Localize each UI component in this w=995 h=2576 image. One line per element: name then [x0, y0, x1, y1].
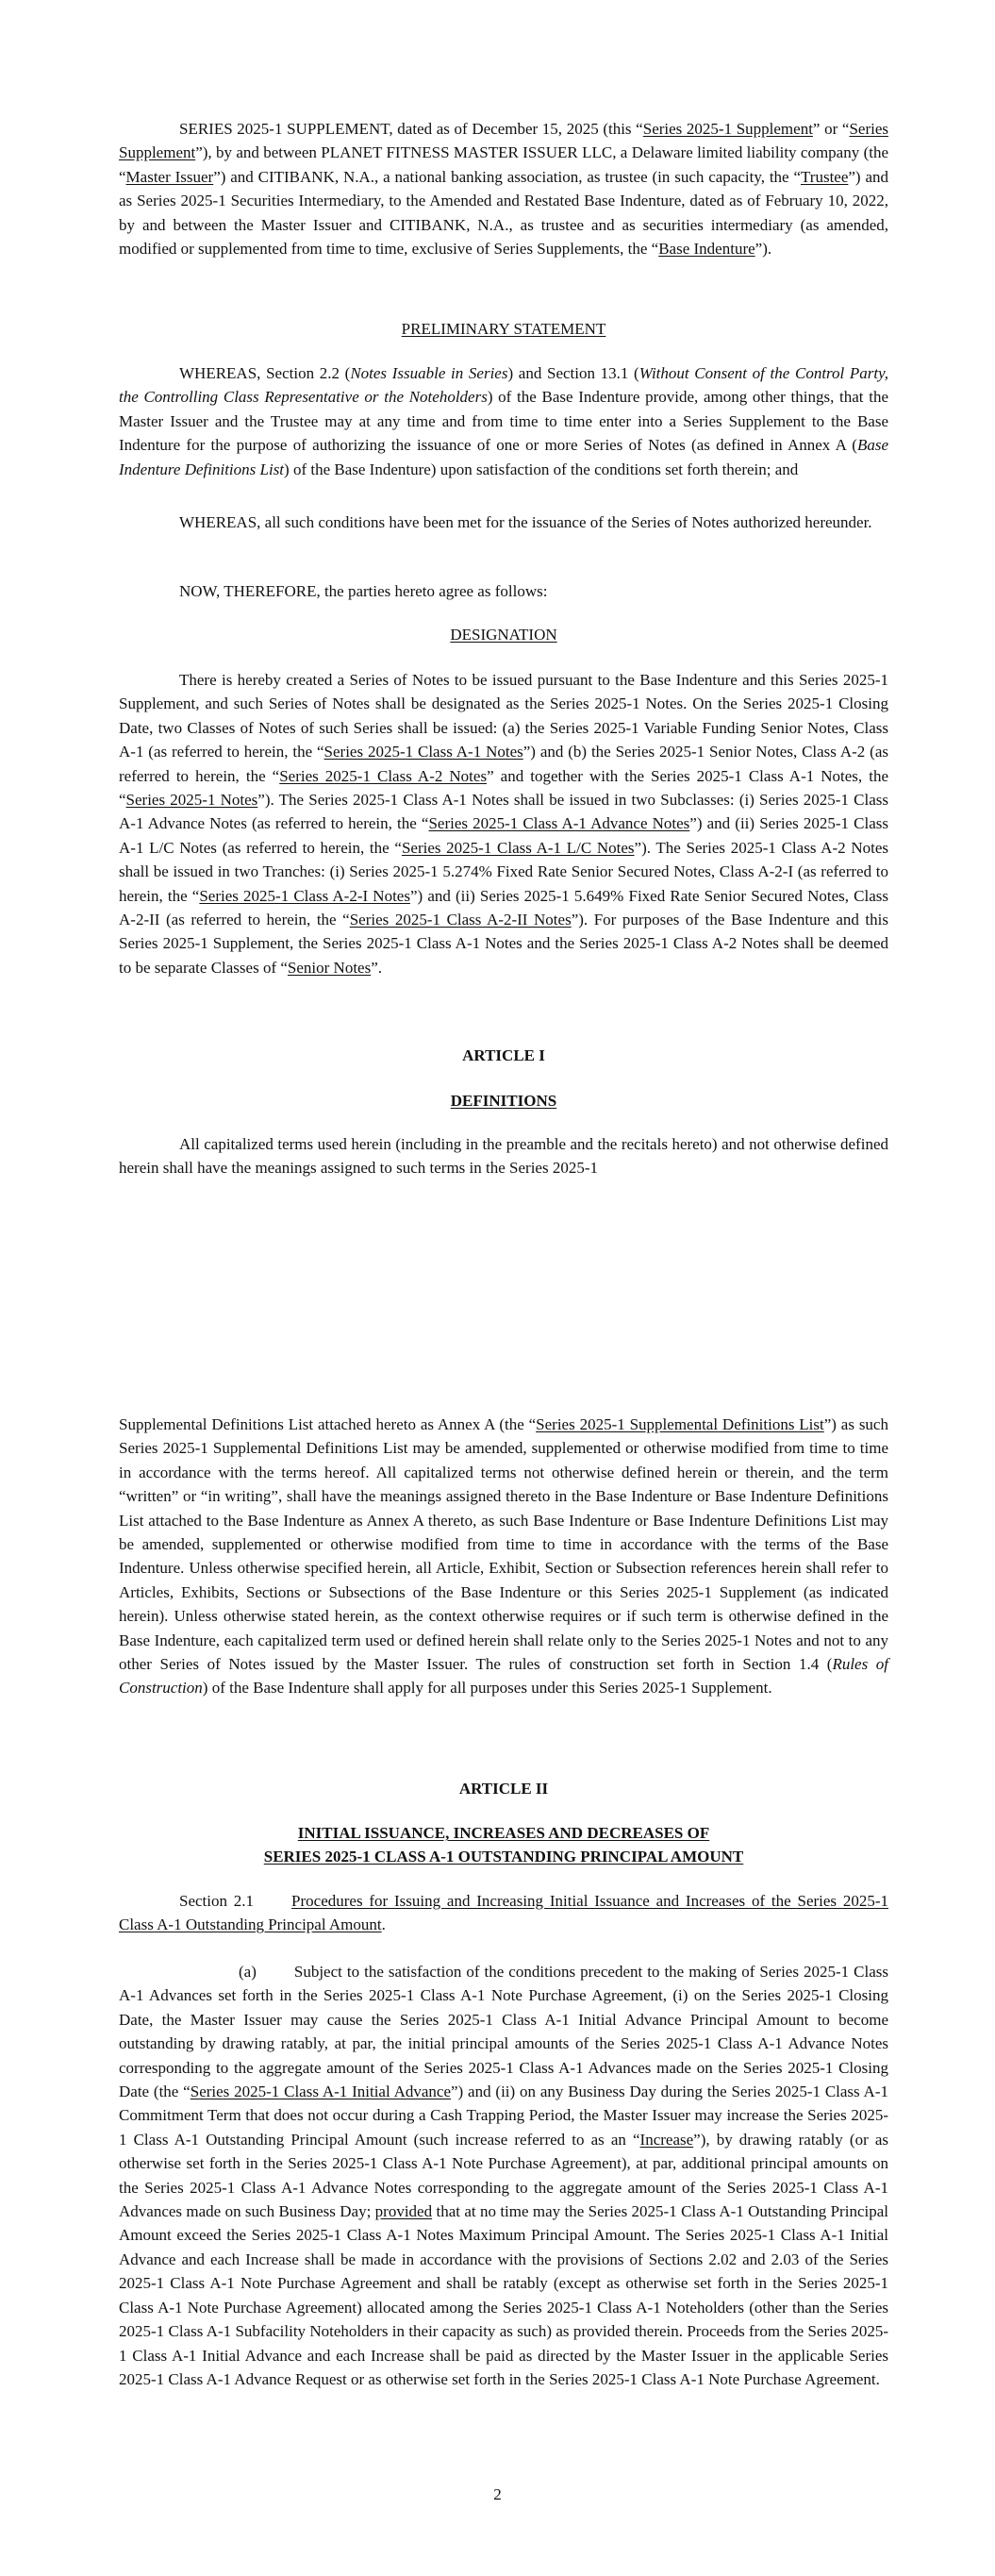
section-title: Procedures for Issuing and Increasing Initial Issuance and Increases of the Series 2025-1 Class A-1 Outstanding Principal Amount [119, 1892, 888, 1934]
section-number: Section 2.1 [179, 1892, 255, 1910]
now-therefore-paragraph: NOW, THEREFORE, the parties hereto agree as follows: [179, 582, 548, 600]
article-2-number: ARTICLE II [458, 1780, 549, 1798]
intro-paragraph: SERIES 2025-1 SUPPLEMENT, dated as of December 15, 2025 (this “Series 2025-1 Supplement” or “Series Supplement”), by and between PLANET FITNESS MASTER ISSUER LLC, a Delaware limited liability company (the “Master Issuer”) and CITIBANK, N.A., a national banking association, as trustee (in such capacity, the “Trustee”) and as Series 2025-1 Securities Intermediary, to the Amended and Restated Base Indenture, dated as of February 10, 2022, by and between the Master Issuer and CITIBANK, N.A., as trustee and as securities intermediary (as amended, modified or supplemented from time to time, exclusive of Series Supplements, the “Base Indenture”). [119, 120, 888, 259]
defined-term: Series 2025-1 Class A-1 L/C Notes [401, 838, 635, 857]
defined-term: Series 2025-1 Supplement [642, 120, 813, 138]
defined-term: Series Supplement [119, 120, 888, 162]
preliminary-statement-heading: PRELIMINARY STATEMENT [401, 320, 606, 338]
defined-term: Increase [639, 2130, 694, 2149]
definitions-intro-paragraph: All capitalized terms used herein (including in the preamble and the recitals hereto) and not otherwise defined herein shall have the meanings assigned to such terms in the Series 2025-1 [119, 1135, 888, 1178]
defined-term: Series 2025-1 Class A-2-I Notes [199, 886, 410, 905]
defined-term: Trustee [801, 167, 849, 186]
designation-heading: DESIGNATION [450, 626, 557, 644]
defined-term: Senior Notes [287, 958, 372, 977]
paragraph-2-1-a: (a) Subject to the satisfaction of the conditions precedent to the making of Series 2025-1 Class A-1 Advances set forth in the Series 2025-1 Class A-1 Note Purchase Agreement, (i) on the Series 2025-1 Closing Date, the Master Issuer may cause the Series 2025-1 Class A-1 Initial Advance Principal Amount to become outstanding by drawing ratably, at par, the initial principal amounts of the Series 2025-1 Class A-1 Advance Notes corresponding to the aggregate amount of the Series 2025-1 Class A-1 Advances made on the Series 2025-1 Closing Date (the “Series 2025-1 Class A-1 Initial Advance”) and (ii) on any Business Day during the Series 2025-1 Class A-1 Commitment Term that does not occur during a Cash Trapping Period, the Master Issuer may increase the Series 2025-1 Class A-1 Outstanding Principal Amount (such increase referred to as an “Increase”), by drawing ratably (or as otherwise set forth in the Series 2025-1 Class A-1 Note Purchase Agreement), at par, additional principal amounts on the Series 2025-1 Class A-1 Advance Notes corresponding to the aggregate amount of the Series 2025-1 Class A-1 Advances made on such Business Day; provided that at no time may the Series 2025-1 Class A-1 Outstanding Principal Amount exceed the Series 2025-1 Class A-1 Notes Maximum Principal Amount. The Series 2025-1 Class A-1 Initial Advance and each Increase shall be made in accordance with the provisions of Sections 2.02 and 2.03 of the Series 2025-1 Class A-1 Note Purchase Agreement and shall be ratably (except as otherwise set forth in the Series 2025-1 Class A-1 Note Purchase Agreement) allocated among the Series 2025-1 Class A-1 Noteholders (other than the Series 2025-1 Class A-1 Subfacility Noteholders in their capacity as such) as provided therein. Proceeds from the Series 2025-1 Class A-1 Initial Advance and each Increase shall be paid as directed by the Master Issuer in the applicable Series 2025-1 Class A-1 Advance Request or as otherwise set forth in the Series 2025-1 Class A-1 Note Purchase Agreement. [119, 1963, 888, 2388]
defined-term: Series 2025-1 Class A-2 Notes [279, 766, 488, 785]
defined-term: Master Issuer [125, 167, 214, 186]
defined-term: Series 2025-1 Notes [125, 791, 258, 810]
designation-paragraph: There is hereby created a Series of Notes to be issued pursuant to the Base Indenture and this Series 2025-1 Supplement, and such Series of Notes shall be designated as the Series 2025-1 Notes. On the Series 2025-1 Closing Date, two Classes of Notes of such Series shall be issued: (a) the Series 2025-1 Variable Funding Senior Notes, Class A-1 (as referred to herein, the “Series 2025-1 Class A-1 Notes”) and (b) the Series 2025-1 Senior Notes, Class A-2 (as referred to herein, the “Series 2025-1 Class A-2 Notes” and together with the Series 2025-1 Class A-1 Notes, the “Series 2025-1 Notes”). The Series 2025-1 Class A-1 Notes shall be issued in two Subclasses: (i) Series 2025-1 Class A-1 Advance Notes (as referred to herein, the “Series 2025-1 Class A-1 Advance Notes”) and (ii) Series 2025-1 Class A-1 L/C Notes (as referred to herein, the “Series 2025-1 Class A-1 L/C Notes”). The Series 2025-1 Class A-2 Notes shall be issued in two Tranches: (i) Series 2025-1 5.274% Fixed Rate Senior Secured Notes, Class A-2-I (as referred to herein, the “Series 2025-1 Class A-2-I Notes”) and (ii) Series 2025-1 5.649% Fixed Rate Senior Secured Notes, Class A-2-II (as referred to herein, the “Series 2025-1 Class A-2-II Notes”). For purposes of the Base Indenture and this Series 2025-1 Supplement, the Series 2025-1 Class A-1 Notes and the Series 2025-1 Class A-2 Notes shall be deemed to be separate Classes of “Senior Notes”. [119, 671, 888, 977]
whereas-paragraph-1: WHEREAS, Section 2.2 (Notes Issuable in Series) and Section 13.1 (Without Consent of the Control Party, the Controlling Class Representative or the Noteholders) of the Base Indenture provide, among other things, that the Master Issuer and the Trustee may at any time and from time to time enter into a Series Supplement to the Base Indenture for the purpose of authorizing the issuance of one or more Series of Notes (as defined in Annex A (Base Indenture Definitions List) of the Base Indenture) upon satisfaction of the conditions set forth therein; and [119, 364, 888, 478]
definitions-continued-paragraph: Supplemental Definitions List attached hereto as Annex A (the “Series 2025-1 Supplemental Definitions List”) as such Series 2025-1 Supplemental Definitions List may be amended, supplemented or otherwise modified from time to time in accordance with the terms hereof. All capitalized terms not otherwise defined herein or therein, and the term “written” or “in writing”, shall have the meanings assigned thereto in the Base Indenture or Base Indenture Definitions List attached to the Base Indenture as Annex A thereto, as such Base Indenture or Base Indenture Definitions List may be amended, supplemented or otherwise modified from time to time in accordance with the terms of the Base Indenture. Unless otherwise specified herein, all Article, Exhibit, Section or Subsection references herein shall refer to Articles, Exhibits, Sections or Subsections of the Base Indenture or this Series 2025-1 Supplement (as indicated herein). Unless otherwise stated herein, as the context otherwise requires or if such term is otherwise defined in the Base Indenture, each capitalized term used or defined herein shall relate only to the Series 2025-1 Notes and not to any other Series of Notes issued by the Master Issuer. The rules of construction set forth in Section 1.4 (Rules of Construction) of the Base Indenture shall apply for all purposes under this Series 2025-1 Supplement. [119, 1415, 889, 1698]
article-2-title-line-1: INITIAL ISSUANCE, INCREASES AND DECREASES OF [297, 1824, 710, 1842]
article-2-title-line-2: SERIES 2025-1 CLASS A-1 OUTSTANDING PRINCIPAL AMOUNT [263, 1848, 744, 1865]
paragraph-label: (a) [239, 1963, 257, 1981]
whereas-paragraph-2: WHEREAS, all such conditions have been met for the issuance of the Series of Notes authorized hereunder. [179, 513, 872, 531]
defined-term: Base Indenture [658, 240, 755, 259]
defined-term: Series 2025-1 Class A-1 Notes [323, 743, 523, 761]
page-number: 2 [493, 2485, 502, 2503]
section-2-1-heading: Section 2.1 Procedures for Issuing and Increasing Initial Issuance and Increases of the Series 2025-1 Class A-1 Outstanding Principal Amount. [119, 1892, 888, 1934]
defined-term: Series 2025-1 Supplemental Definitions List [536, 1415, 824, 1433]
article-1-number: ARTICLE I [462, 1046, 545, 1064]
article-1-title: DEFINITIONS [450, 1092, 557, 1110]
defined-term: Series 2025-1 Class A-1 Initial Advance [190, 2083, 451, 2101]
defined-term: Series 2025-1 Class A-2-II Notes [349, 911, 572, 929]
defined-term: Series 2025-1 Class A-1 Advance Notes [428, 814, 690, 833]
